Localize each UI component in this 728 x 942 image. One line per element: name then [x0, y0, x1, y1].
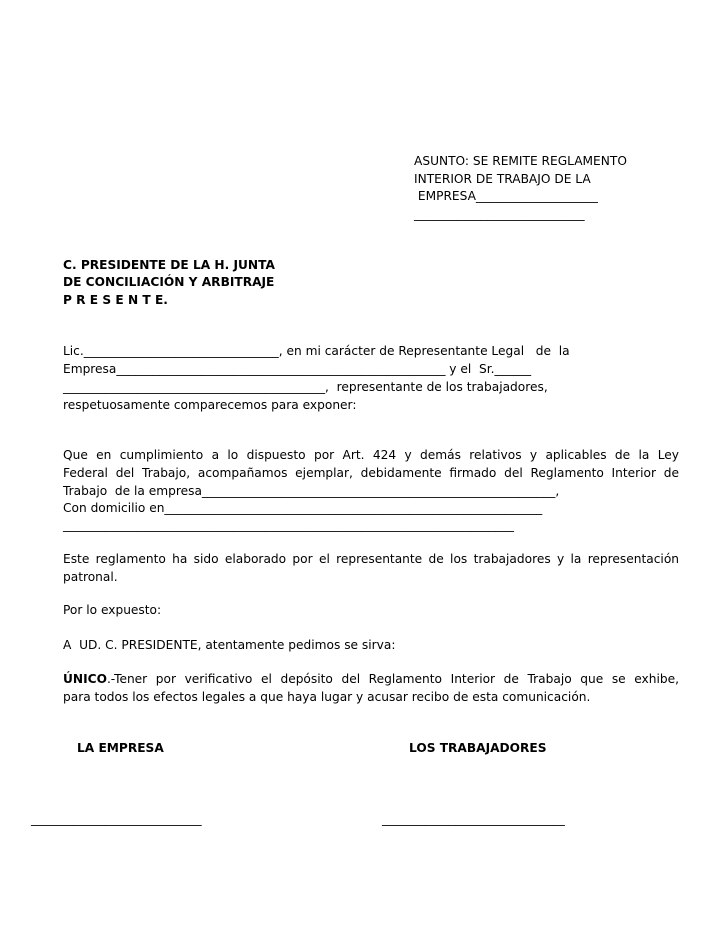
por-lo-expuesto: Por lo expuesto:: [63, 603, 162, 617]
unico-line-2: para todos los efectos legales a que haya lugar y acusar recibo de esta comunicación.: [63, 690, 591, 704]
asunto-line-2: INTERIOR DE TRABAJO DE LA: [414, 172, 591, 186]
body1-line-4: Con domicilio en______________________________________________________________: [63, 501, 543, 515]
signature-label-trabajadores: LOS TRABAJADORES: [409, 741, 547, 755]
body1-line-3: Trabajo de la empresa__________________________________________________________,: [63, 484, 560, 498]
peticion-text: A UD. C. PRESIDENTE, atentamente pedimos se sirva:: [63, 638, 396, 652]
body2-line-1: Este reglamento ha sido elaborado por el representante de los trabajadores y la representación: [63, 552, 679, 566]
body1-line-5: __________________________________________________________________________: [63, 518, 514, 532]
body2-line-2: patronal.: [63, 570, 118, 584]
unico-line-1: [63, 670, 679, 688]
intro-line-1: Lic.________________________________, en mi carácter de Representante Legal de la: [63, 344, 570, 358]
signature-label-empresa: LA EMPRESA: [77, 741, 164, 755]
unico-label: ÚNICO: [63, 672, 107, 686]
unico-text: .-Tener por verificativo el depósito del Reglamento Interior de Trabajo que se exhibe,: [106, 672, 679, 686]
addressee-line-3: P R E S E N T E.: [63, 293, 168, 307]
intro-line-3: ___________________________________________, representante de los trabajadores,: [63, 380, 548, 394]
intro-line-4: respetuosamente comparecemos para exponer:: [63, 398, 357, 412]
addressee-line-1: C. PRESIDENTE DE LA H. JUNTA: [63, 258, 275, 272]
body1-line-1: Que en cumplimiento a lo dispuesto por Art. 424 y demás relativos y aplicables de la Ley: [63, 448, 679, 462]
asunto-line-1: ASUNTO: SE REMITE REGLAMENTO: [414, 154, 627, 168]
intro-line-2: Empresa______________________________________________________ y el Sr.______: [63, 362, 532, 376]
body1-line-2: Federal del Trabajo, acompañamos ejemplar, debidamente firmado del Reglamento Interior de: [63, 466, 679, 480]
signature-line-empresa: ____________________________: [31, 812, 202, 826]
asunto-line-4: ____________________________: [414, 207, 585, 221]
addressee-line-2: DE CONCILIACIÓN Y ARBITRAJE: [63, 275, 275, 289]
signature-line-trabajadores: ______________________________: [382, 812, 565, 826]
asunto-line-3: EMPRESA____________________: [414, 189, 598, 203]
